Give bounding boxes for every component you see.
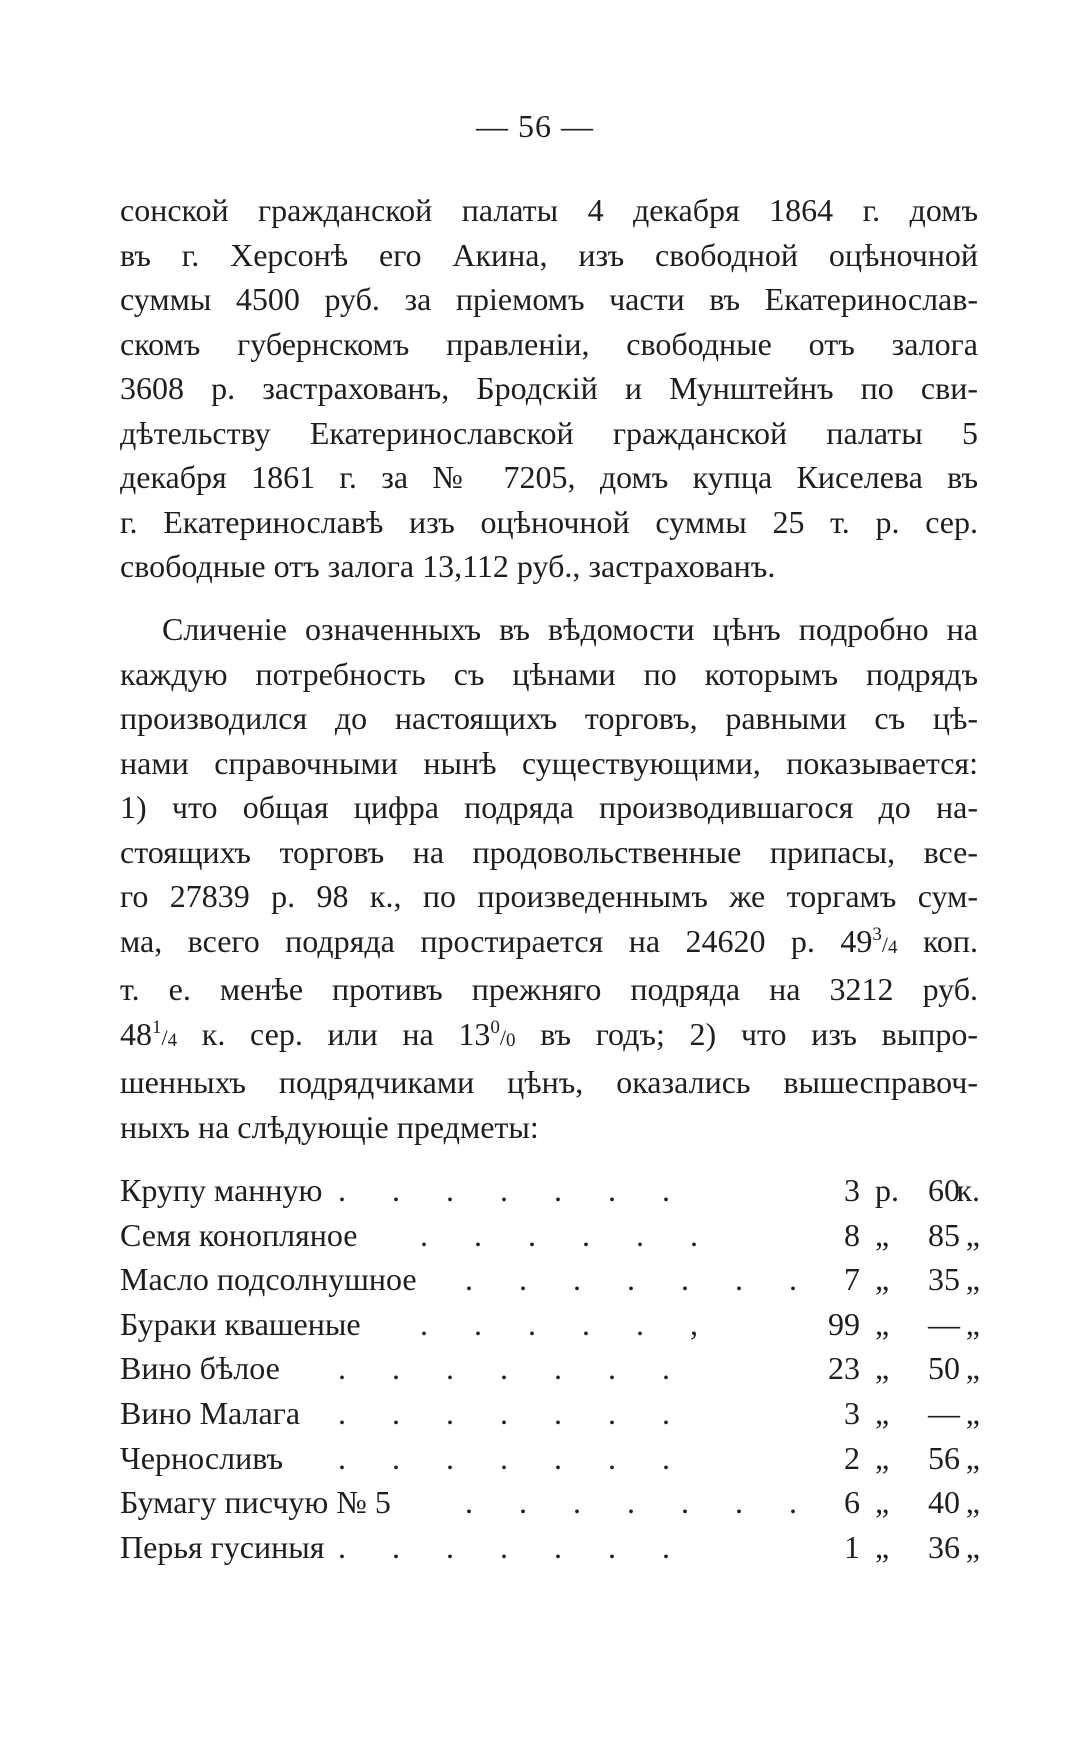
text-line: нами справочными нынѣ существующими, показывается: [120, 744, 978, 781]
text-segment: ма, всего подряда простирается на 24620 р. 49 [120, 922, 873, 959]
price-rubles: 6 [844, 1484, 860, 1521]
text-line: г. Екатеринославѣ изъ оцѣночной суммы 25 т. р. сер. [120, 503, 978, 540]
text-line: дѣтельству Екатеринославской гражданской палаты 5 [120, 414, 978, 451]
dot-leader: . . . . . . [420, 1216, 698, 1253]
price-rubles-unit: „ [875, 1261, 890, 1298]
dot-leader: . . . . . . . [338, 1172, 670, 1208]
item-name: Вино Малага [120, 1394, 301, 1431]
price-list-row [120, 1346, 980, 1391]
price-kopecks-unit: „ [965, 1439, 980, 1476]
fraction-slash: / [881, 931, 889, 957]
item-name: Бураки квашеные [120, 1305, 361, 1342]
item-name: Семя конопляное [120, 1216, 358, 1253]
price-rubles-unit: „ [875, 1216, 890, 1253]
price-kopecks-unit: „ [965, 1261, 980, 1298]
text-line: свободные отъ залога 13,112 руб., застрахованъ. [120, 548, 776, 584]
fraction-numerator: 1 [152, 1016, 162, 1038]
dot-leader: . . . . . , [420, 1305, 698, 1342]
text-segment: к. сер. или на 13 [177, 1015, 491, 1052]
price-rubles: 7 [844, 1261, 860, 1298]
text-line: Сличеніе означенныхъ въ вѣдомости цѣнъ подробно на [162, 611, 978, 647]
price-kopecks-unit: к. [956, 1172, 980, 1208]
text-line: производился до настоящихъ торговъ, равными съ цѣ- [120, 700, 978, 736]
item-name: Крупу манную [120, 1172, 323, 1208]
fraction-slash: / [161, 1024, 168, 1050]
price-kopecks: 60 [928, 1172, 960, 1208]
text-segment: 48 [120, 1015, 152, 1052]
price-kopecks: — [928, 1305, 960, 1342]
item-name: Масло подсолнушное [120, 1261, 417, 1298]
text-line: суммы 4500 руб. за пріемомъ части въ Екатеринослав- [120, 281, 978, 317]
price-kopecks-unit: „ [965, 1528, 980, 1565]
price-list-row [120, 1257, 980, 1302]
price-rubles-unit: „ [875, 1484, 890, 1521]
percent-slash: / [499, 1024, 507, 1050]
price-kopecks: 50 [928, 1350, 960, 1387]
item-name: Перья гусиныя [120, 1528, 325, 1565]
paragraph-property-records [120, 188, 978, 589]
price-rubles: 99 [828, 1305, 860, 1342]
price-rubles-unit: „ [875, 1528, 890, 1565]
item-name: Вино бѣлое [120, 1350, 280, 1387]
price-rubles: 3 [844, 1394, 860, 1431]
price-kopecks: 36 [928, 1528, 960, 1565]
page-number: — 56 — [476, 108, 594, 144]
price-rubles: 3 [844, 1172, 860, 1208]
text-line: шенныхъ подрядчиками цѣнъ, оказались вышесправоч- [120, 1064, 978, 1100]
text-line: каждую потребность съ цѣнами по которымъ подрядъ [120, 655, 978, 692]
price-list-row [120, 1480, 980, 1525]
price-list-row [120, 1525, 980, 1570]
price-list-row [120, 1391, 980, 1436]
text-line: въ г. Херсонѣ его Акина, изъ свободной оцѣночной [120, 236, 978, 273]
text-line: го 27839 р. 98 к., по произведеннымъ же торгамъ сум- [120, 878, 978, 914]
dot-leader: . . . . . . . [338, 1439, 670, 1476]
price-list-row [120, 1168, 980, 1213]
price-rubles-unit: „ [875, 1394, 890, 1431]
price-kopecks: 35 [928, 1261, 960, 1298]
price-list [120, 1168, 980, 1569]
price-list-row [120, 1436, 980, 1481]
price-kopecks-unit: „ [965, 1216, 980, 1253]
text-segment: въ годъ; 2) что изъ выпро- [515, 1015, 979, 1052]
dot-leader: . . . . . . . [338, 1350, 670, 1387]
price-kopecks-unit: „ [965, 1305, 980, 1342]
text-line-with-fraction [120, 919, 978, 968]
price-list-row [120, 1302, 980, 1347]
item-name: Черносливъ [120, 1439, 284, 1476]
price-kopecks: — [928, 1394, 960, 1431]
item-name: Бумагу писчую № 5 [120, 1484, 391, 1521]
dot-leader: . . . . . . . [465, 1484, 797, 1521]
text-line: сонской гражданской палаты 4 декабря 1864 г. домъ [120, 192, 978, 228]
price-rubles-unit: р. [875, 1172, 899, 1208]
text-line: скомъ губернскомъ правленіи, свободные отъ залога [120, 325, 978, 362]
fraction-denominator: 4 [167, 1029, 178, 1051]
dot-leader: . . . . . . . [338, 1528, 670, 1565]
price-rubles-unit: „ [875, 1305, 890, 1342]
dot-leader: . . . . . . . [338, 1394, 670, 1431]
price-rubles: 8 [844, 1216, 860, 1253]
price-kopecks-unit: „ [965, 1394, 980, 1431]
dot-leader: . . . . . . . [465, 1261, 797, 1298]
fraction-denominator: 4 [888, 936, 898, 958]
price-kopecks: 40 [928, 1484, 960, 1521]
price-kopecks-unit: „ [965, 1350, 980, 1387]
price-rubles-unit: „ [875, 1439, 890, 1476]
text-line-with-fraction [120, 1012, 978, 1061]
price-list-row [120, 1213, 980, 1258]
text-line: декабря 1861 г. за № 7205, домъ купца Киселева въ [120, 459, 978, 495]
text-line: ныхъ на слѣдующіе предметы: [120, 1108, 539, 1145]
paragraph-price-comparison [120, 607, 978, 1149]
text-line: 1) что общая цифра подряда производившагося до на- [120, 789, 978, 825]
percent-top: 0 [490, 1016, 500, 1038]
price-rubles: 23 [828, 1350, 860, 1387]
text-line: т. е. менѣе противъ прежняго подряда на 3212 руб. [120, 971, 978, 1007]
price-kopecks: 85 [928, 1216, 960, 1253]
price-rubles: 2 [844, 1439, 860, 1476]
percent-bottom: 0 [506, 1029, 516, 1051]
price-kopecks: 56 [928, 1439, 960, 1476]
fraction-numerator: 3 [872, 923, 882, 945]
text-line: 3608 р. застрахованъ, Бродскій и Мунштейнъ по сви- [120, 370, 978, 406]
text-segment: коп. [897, 922, 979, 959]
price-rubles-unit: „ [875, 1350, 890, 1387]
price-rubles: 1 [844, 1528, 860, 1565]
text-line: стоящихъ торговъ на продовольственные припасы, все- [120, 833, 978, 870]
price-kopecks-unit: „ [965, 1484, 980, 1521]
